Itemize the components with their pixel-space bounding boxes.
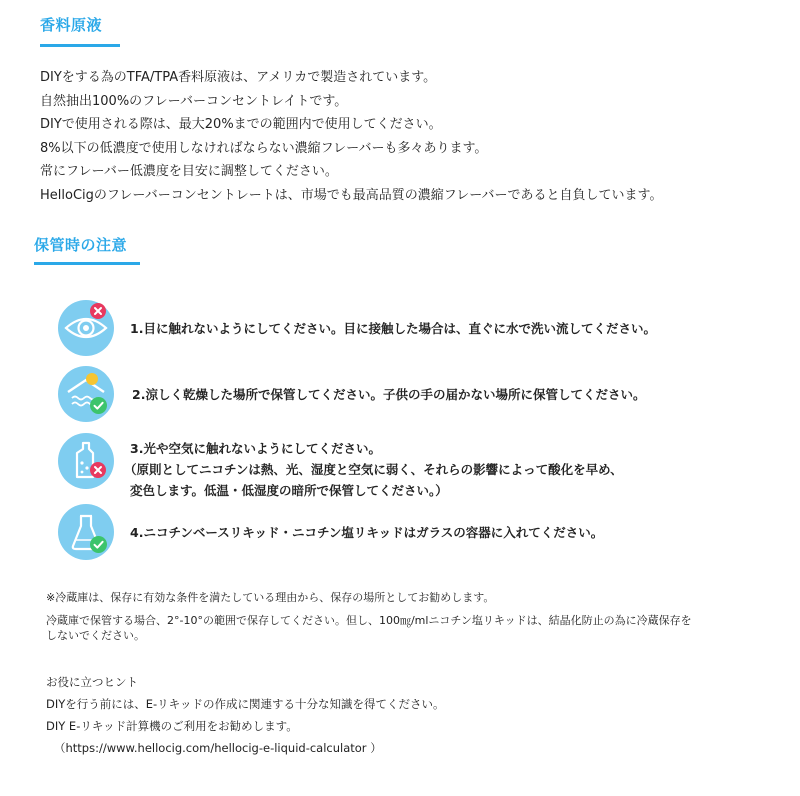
cross-mark-icon bbox=[90, 462, 106, 478]
note-line: しないでください。 bbox=[46, 629, 145, 642]
intro-line: DIYをする為のTFA/TPA香料原液は、アメリカで製造されています。 bbox=[40, 70, 437, 85]
sun-icon bbox=[86, 373, 98, 385]
check-mark-icon bbox=[90, 536, 107, 553]
intro-line: DIYで使用される際は、最大20%までの範囲内で使用してください。 bbox=[40, 117, 442, 132]
intro-line: 8%以下の低濃度で使用しなければならない濃縮フレーバーも多々あります。 bbox=[40, 140, 488, 156]
caution-text: 4.ニコチンベースリキッド・ニコチン塩リキッドはガラスの容器に入れてください。 bbox=[130, 525, 604, 540]
caution-text: 2.涼しく乾燥した場所で保管してください。子供の手の届かない場所に保管してください。 bbox=[132, 387, 646, 402]
calculator-url: （https://www.hellocig.com/hellocig-e-liquid-calculator ） bbox=[54, 741, 382, 755]
caution-text-block bbox=[124, 438, 629, 501]
caution-text: （原則としてニコチンは熱、光、湿度と空気に弱く、それらの影響によって酸化を早め、 bbox=[124, 462, 623, 477]
tips-line: DIYを行う前には、E-リキッドの作成に関連する十分な知識を得てください。 bbox=[46, 697, 445, 711]
section-heading-flavor-concentrate: 香料原液 bbox=[40, 16, 103, 34]
storage-notes bbox=[46, 590, 776, 643]
cross-mark-icon bbox=[90, 303, 106, 319]
note-line: 冷蔵庫で保管する場合、2°-10°の範囲で保存してください。但し、100㎎/mlニコチン塩リキッドは、結晶化防止の為に冷蔵保存を bbox=[46, 614, 692, 627]
caution-text: 変色します。低温・低湿度の暗所で保管してください。） bbox=[130, 483, 448, 498]
intro-line: 常にフレーバー低濃度を目安に調整してください。 bbox=[40, 164, 338, 179]
helpful-tips bbox=[46, 671, 776, 759]
check-mark-icon bbox=[90, 397, 107, 414]
heading-underline bbox=[34, 262, 140, 265]
tips-line: DIY E-リキッド計算機のご利用をお勧めします。 bbox=[46, 719, 298, 733]
section-heading-storage-caution: 保管時の注意 bbox=[34, 236, 128, 254]
bottle-icon bbox=[58, 433, 114, 489]
intro-line: HelloCigのフレーバーコンセントレートは、市場でも最高品質の濃縮フレーバーであると自負しています。 bbox=[40, 187, 663, 203]
intro-line: 自然抽出100%のフレーバーコンセントレイトです。 bbox=[40, 93, 348, 109]
tips-title: お役に立つヒント bbox=[46, 675, 138, 689]
caution-text: 3.光や空気に触れないようにしてください。 bbox=[130, 441, 381, 456]
note-line: ※冷蔵庫は、保存に有効な条件を満たしている理由から、保存の場所としてお勧めします。 bbox=[46, 591, 495, 604]
caution-text: 1.目に触れないようにしてください。目に接触した場合は、直ぐに水で洗い流してください。 bbox=[130, 321, 656, 336]
heading-underline bbox=[40, 44, 120, 47]
intro-paragraph bbox=[40, 66, 780, 207]
